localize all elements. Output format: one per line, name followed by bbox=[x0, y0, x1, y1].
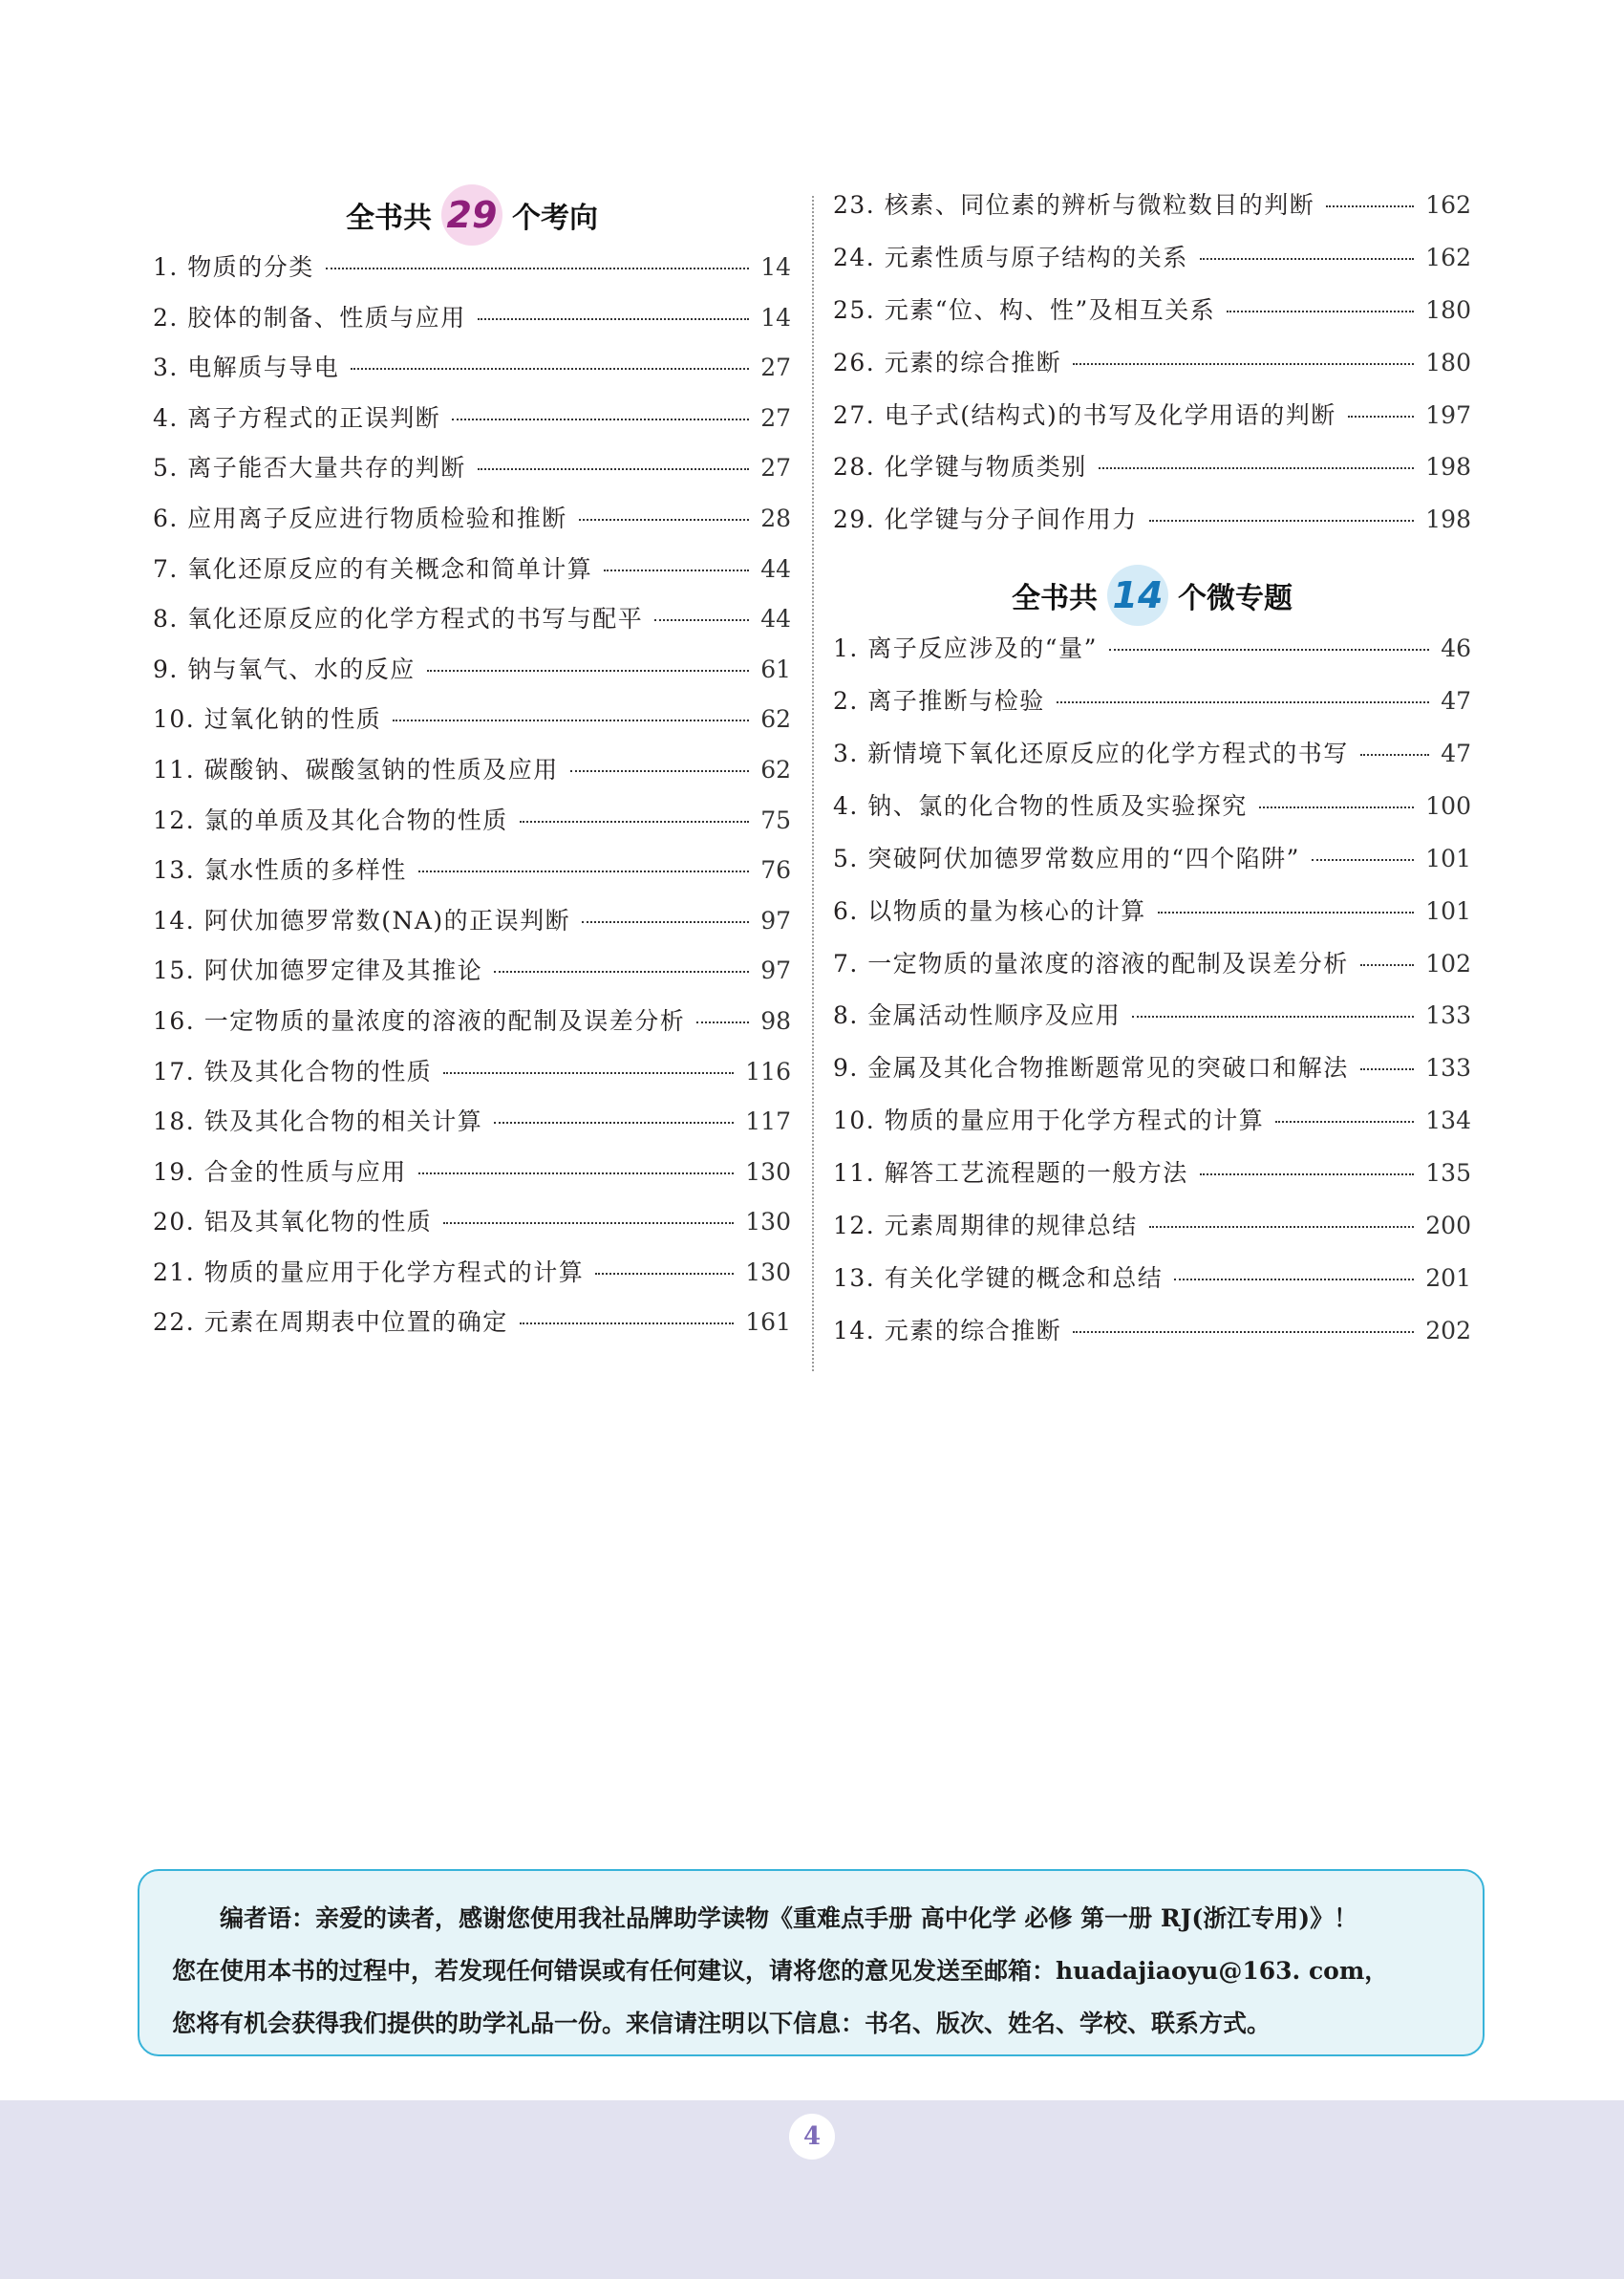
toc-entry-title: 29. 化学键与分子间作用力 bbox=[833, 505, 1138, 534]
toc-entry-page: 180 bbox=[1425, 348, 1471, 376]
dot-leader bbox=[1348, 416, 1415, 418]
dot-leader bbox=[393, 720, 749, 721]
dot-leader bbox=[595, 1273, 734, 1275]
dot-leader bbox=[1057, 701, 1429, 703]
toc-entry-title: 15. 阿伏加德罗定律及其推论 bbox=[153, 957, 483, 985]
toc-entry[interactable] bbox=[833, 1207, 1471, 1259]
toc-entry-page: 133 bbox=[1425, 1054, 1471, 1083]
toc-entry-title: 24. 元素性质与原子结构的关系 bbox=[833, 243, 1188, 271]
toc-entry-page: 97 bbox=[760, 906, 791, 935]
toc-entry-page: 44 bbox=[760, 605, 791, 634]
dot-leader bbox=[520, 821, 749, 823]
toc-entry-title: 23. 核素、同位素的辨析与微粒数目的判断 bbox=[833, 191, 1315, 219]
right-column bbox=[833, 186, 1471, 1365]
dot-leader bbox=[1149, 520, 1415, 522]
toc-entry[interactable] bbox=[153, 349, 791, 399]
toc-entry-title: 11. 解答工艺流程题的一般方法 bbox=[833, 1159, 1188, 1188]
toc-entry-page: 28 bbox=[760, 504, 791, 532]
dot-leader bbox=[427, 670, 749, 672]
toc-entry-page: 162 bbox=[1425, 191, 1471, 219]
toc-entry[interactable] bbox=[833, 892, 1471, 945]
toc-entry-page: 180 bbox=[1425, 295, 1471, 324]
toc-entry-page: 27 bbox=[760, 403, 791, 432]
dot-leader bbox=[570, 770, 749, 772]
toc-entry-title: 4. 钠、氯的化合物的性质及实验探究 bbox=[833, 791, 1248, 820]
dot-leader bbox=[582, 921, 749, 923]
toc-entry-page: 130 bbox=[745, 1157, 791, 1186]
left-column bbox=[153, 182, 791, 1354]
toc-entry-title: 7. 氧化还原反应的有关概念和简单计算 bbox=[153, 554, 593, 583]
toc-entry[interactable] bbox=[153, 449, 791, 500]
toc-entry-page: 198 bbox=[1425, 453, 1471, 482]
toc-entry[interactable] bbox=[833, 448, 1471, 501]
toc-entry-title: 3. 电解质与导电 bbox=[153, 354, 340, 382]
dot-leader bbox=[494, 1122, 734, 1124]
dot-leader bbox=[1312, 859, 1414, 861]
toc-entry-title: 2. 离子推断与检验 bbox=[833, 687, 1045, 716]
toc-entry-title: 14. 阿伏加德罗常数(NA)的正误判断 bbox=[153, 906, 571, 935]
toc-entry-page: 117 bbox=[745, 1107, 791, 1136]
toc-entry-page: 130 bbox=[745, 1258, 791, 1286]
toc-entry-page: 161 bbox=[745, 1308, 791, 1337]
toc-entry[interactable] bbox=[833, 840, 1471, 892]
toc-entry-title: 2. 胶体的制备、性质与应用 bbox=[153, 303, 466, 332]
toc-entry[interactable] bbox=[833, 1312, 1471, 1365]
toc-entry-page: 100 bbox=[1425, 791, 1471, 820]
toc-entry-title: 5. 突破阿伏加德罗常数应用的“四个陷阱” bbox=[833, 844, 1300, 872]
editor-note-line-3: 您将有机会获得我们提供的助学礼品一份。来信请注明以下信息：书名、版次、姓名、学校、联系方式。 bbox=[172, 2010, 1271, 2037]
toc-entry-page: 162 bbox=[1425, 243, 1471, 271]
toc-entry-page: 198 bbox=[1425, 505, 1471, 534]
toc-entry-title: 13. 有关化学键的概念和总结 bbox=[833, 1263, 1164, 1292]
toc-entry[interactable] bbox=[833, 630, 1471, 682]
heading-number-badge: 29 bbox=[441, 184, 502, 246]
toc-entry[interactable] bbox=[153, 1303, 791, 1354]
toc-entry-page: 130 bbox=[745, 1208, 791, 1236]
dot-leader bbox=[443, 1222, 734, 1224]
toc-entry-title: 9. 金属及其化合物推断题常见的突破口和解法 bbox=[833, 1054, 1349, 1083]
dot-leader bbox=[696, 1021, 749, 1023]
toc-entry-title: 9. 钠与氧气、水的反应 bbox=[153, 655, 416, 683]
dot-leader bbox=[1360, 1068, 1414, 1070]
dot-leader bbox=[1200, 258, 1415, 260]
toc-entry-title: 27. 电子式(结构式)的书写及化学用语的判断 bbox=[833, 400, 1336, 429]
toc-entry[interactable] bbox=[153, 1153, 791, 1204]
toc-entry-page: 47 bbox=[1441, 687, 1471, 716]
column-divider bbox=[812, 196, 814, 1371]
toc-entry[interactable] bbox=[153, 1053, 791, 1104]
dot-leader bbox=[1132, 1016, 1414, 1018]
toc-entry-page: 116 bbox=[745, 1057, 791, 1086]
toc-entry-title: 4. 离子方程式的正误判断 bbox=[153, 403, 441, 432]
dot-leader bbox=[1073, 363, 1414, 365]
toc-entry-page: 46 bbox=[1441, 634, 1471, 663]
toc-entry-title: 8. 氧化还原反应的化学方程式的书写与配平 bbox=[153, 605, 644, 634]
toc-entry[interactable] bbox=[153, 802, 791, 852]
toc-entry-title: 3. 新情境下氧化还原反应的化学方程式的书写 bbox=[833, 740, 1349, 768]
heading-prefix: 全书共 bbox=[346, 202, 432, 235]
dot-leader bbox=[1149, 1226, 1415, 1228]
heading-suffix: 个考向 bbox=[512, 202, 598, 235]
heading-prefix: 全书共 bbox=[1012, 582, 1098, 616]
toc-entry-title: 25. 元素“位、构、性”及相互关系 bbox=[833, 295, 1216, 324]
toc-entry-page: 14 bbox=[760, 303, 791, 332]
toc-entry-page: 200 bbox=[1425, 1212, 1471, 1240]
heading-suffix: 个微专题 bbox=[1178, 582, 1293, 616]
toc-entry[interactable] bbox=[153, 902, 791, 953]
toc-entry-page: 62 bbox=[760, 705, 791, 734]
toc-entry-title: 22. 元素在周期表中位置的确定 bbox=[153, 1308, 508, 1337]
toc-entry-title: 6. 以物质的量为核心的计算 bbox=[833, 896, 1146, 925]
toc-entry-title: 18. 铁及其化合物的相关计算 bbox=[153, 1107, 483, 1136]
dot-leader bbox=[1227, 311, 1414, 312]
toc-entry-page: 62 bbox=[760, 755, 791, 784]
dot-leader bbox=[1073, 1331, 1414, 1333]
dot-leader bbox=[1275, 1121, 1414, 1123]
toc-entry[interactable] bbox=[153, 500, 791, 550]
toc-entry[interactable] bbox=[833, 344, 1471, 397]
toc-entry-page: 14 bbox=[760, 253, 791, 281]
toc-entry[interactable] bbox=[833, 997, 1471, 1049]
toc-list-weizhuanti bbox=[833, 630, 1471, 1364]
dot-leader bbox=[351, 368, 749, 370]
toc-entry[interactable] bbox=[833, 735, 1471, 787]
toc-entry-title: 20. 铝及其氧化物的性质 bbox=[153, 1208, 433, 1236]
editor-note-line-2: 您在使用本书的过程中，若发现任何错误或有任何建议，请将您的意见发送至邮箱：huadajiaoyu@163. com， bbox=[172, 1957, 1389, 1985]
toc-entry-title: 19. 合金的性质与应用 bbox=[153, 1157, 407, 1186]
toc-entry-page: 44 bbox=[760, 554, 791, 583]
toc-entry-page: 102 bbox=[1425, 949, 1471, 978]
dot-leader bbox=[478, 468, 749, 470]
dot-leader bbox=[478, 318, 749, 320]
toc-entry-page: 101 bbox=[1425, 844, 1471, 872]
toc-entry-page: 47 bbox=[1441, 740, 1471, 768]
toc-entry-page: 61 bbox=[760, 655, 791, 683]
toc-entry-title: 1. 离子反应涉及的“量” bbox=[833, 634, 1098, 663]
toc-entry[interactable] bbox=[153, 651, 791, 701]
toc-entry-title: 10. 过氧化钠的性质 bbox=[153, 705, 382, 734]
toc-entry-page: 75 bbox=[760, 806, 791, 834]
toc-entry[interactable] bbox=[833, 1154, 1471, 1207]
toc-entry[interactable] bbox=[833, 239, 1471, 291]
dot-leader bbox=[326, 268, 749, 269]
toc-entry[interactable] bbox=[833, 501, 1471, 553]
dot-leader bbox=[1326, 205, 1414, 207]
dot-leader bbox=[579, 519, 749, 521]
toc-entry-page: 101 bbox=[1425, 896, 1471, 925]
dot-leader bbox=[1259, 806, 1414, 808]
toc-entry-title: 21. 物质的量应用于化学方程式的计算 bbox=[153, 1258, 585, 1286]
toc-entry-title: 8. 金属活动性顺序及应用 bbox=[833, 1001, 1122, 1030]
toc-entry[interactable] bbox=[833, 787, 1471, 840]
dot-leader bbox=[418, 1172, 735, 1174]
toc-entry-page: 27 bbox=[760, 454, 791, 483]
toc-entry[interactable] bbox=[153, 1203, 791, 1254]
toc-entry-page: 97 bbox=[760, 957, 791, 985]
toc-entry[interactable] bbox=[833, 1259, 1471, 1312]
dot-leader bbox=[604, 570, 749, 571]
dot-leader bbox=[1360, 754, 1429, 756]
dot-leader bbox=[520, 1322, 735, 1324]
editor-note bbox=[138, 1869, 1485, 2056]
toc-entry[interactable] bbox=[153, 299, 791, 350]
toc-list-kaoxiang bbox=[153, 248, 791, 1354]
dot-leader bbox=[1099, 467, 1415, 469]
dot-leader bbox=[1158, 912, 1414, 914]
page-number: 4 bbox=[789, 2114, 835, 2160]
toc-entry-page: 202 bbox=[1425, 1316, 1471, 1344]
toc-entry[interactable] bbox=[153, 248, 791, 299]
toc-entry[interactable] bbox=[153, 1002, 791, 1053]
toc-entry[interactable] bbox=[833, 186, 1471, 239]
toc-entry-title: 16. 一定物质的量浓度的溶液的配制及误差分析 bbox=[153, 1006, 686, 1035]
toc-entry-page: 133 bbox=[1425, 1001, 1471, 1030]
toc-entry-page: 98 bbox=[760, 1006, 791, 1035]
toc-entry-page: 76 bbox=[760, 856, 791, 885]
section-heading-kaoxiang bbox=[153, 182, 791, 248]
toc-entry-title: 26. 元素的综合推断 bbox=[833, 348, 1062, 376]
toc-entry-title: 13. 氯水性质的多样性 bbox=[153, 856, 407, 885]
toc-entry-title: 14. 元素的综合推断 bbox=[833, 1316, 1062, 1344]
toc-entry[interactable] bbox=[153, 751, 791, 802]
toc-entry[interactable] bbox=[153, 399, 791, 450]
dot-leader bbox=[1360, 964, 1414, 966]
section-heading-weizhuanti bbox=[833, 561, 1471, 630]
toc-entry-title: 1. 物质的分类 bbox=[153, 253, 314, 281]
toc-entry[interactable] bbox=[833, 682, 1471, 735]
toc-entry[interactable] bbox=[153, 851, 791, 902]
toc-entry-page: 135 bbox=[1425, 1159, 1471, 1188]
toc-entry[interactable] bbox=[153, 1103, 791, 1153]
toc-entry-title: 11. 碳酸钠、碳酸氢钠的性质及应用 bbox=[153, 755, 559, 784]
toc-entry[interactable] bbox=[833, 1049, 1471, 1102]
toc-entry[interactable] bbox=[833, 1102, 1471, 1154]
toc-entry[interactable] bbox=[153, 1254, 791, 1304]
toc-entry-title: 5. 离子能否大量共存的判断 bbox=[153, 454, 466, 483]
toc-entry-page: 27 bbox=[760, 354, 791, 382]
dot-leader bbox=[1109, 649, 1429, 651]
dot-leader bbox=[452, 419, 749, 420]
toc-entry[interactable] bbox=[833, 945, 1471, 998]
toc-entry[interactable] bbox=[833, 397, 1471, 449]
dot-leader bbox=[654, 619, 749, 621]
editor-note-line-1: 编者语：亲爱的读者，感谢您使用我社品牌助学读物《重难点手册 高中化学 必修 第一册 RJ(浙江专用)》！ bbox=[220, 1904, 1358, 1932]
toc-entry-title: 17. 铁及其化合物的性质 bbox=[153, 1057, 433, 1086]
toc-entry-title: 12. 氯的单质及其化合物的性质 bbox=[153, 806, 508, 834]
toc-entry[interactable] bbox=[153, 550, 791, 601]
toc-entry-title: 12. 元素周期律的规律总结 bbox=[833, 1212, 1138, 1240]
toc-entry-page: 134 bbox=[1425, 1107, 1471, 1135]
dot-leader bbox=[443, 1072, 734, 1074]
toc-entry[interactable] bbox=[153, 952, 791, 1002]
toc-entry[interactable] bbox=[833, 291, 1471, 344]
toc-entry-title: 6. 应用离子反应进行物质检验和推断 bbox=[153, 504, 567, 532]
toc-entry-page: 197 bbox=[1425, 400, 1471, 429]
dot-leader bbox=[1174, 1279, 1414, 1280]
toc-entry[interactable] bbox=[153, 700, 791, 751]
toc-entry-title: 10. 物质的量应用于化学方程式的计算 bbox=[833, 1107, 1265, 1135]
toc-entry-page: 201 bbox=[1425, 1263, 1471, 1292]
dot-leader bbox=[1200, 1173, 1415, 1175]
toc-entry-title: 28. 化学键与物质类别 bbox=[833, 453, 1087, 482]
toc-entry[interactable] bbox=[153, 600, 791, 651]
dot-leader bbox=[494, 971, 749, 973]
dot-leader bbox=[418, 871, 749, 872]
toc-entry-title: 7. 一定物质的量浓度的溶液的配制及误差分析 bbox=[833, 949, 1349, 978]
toc-list-kaoxiang-continued bbox=[833, 186, 1471, 553]
heading-number-badge: 14 bbox=[1107, 565, 1168, 626]
